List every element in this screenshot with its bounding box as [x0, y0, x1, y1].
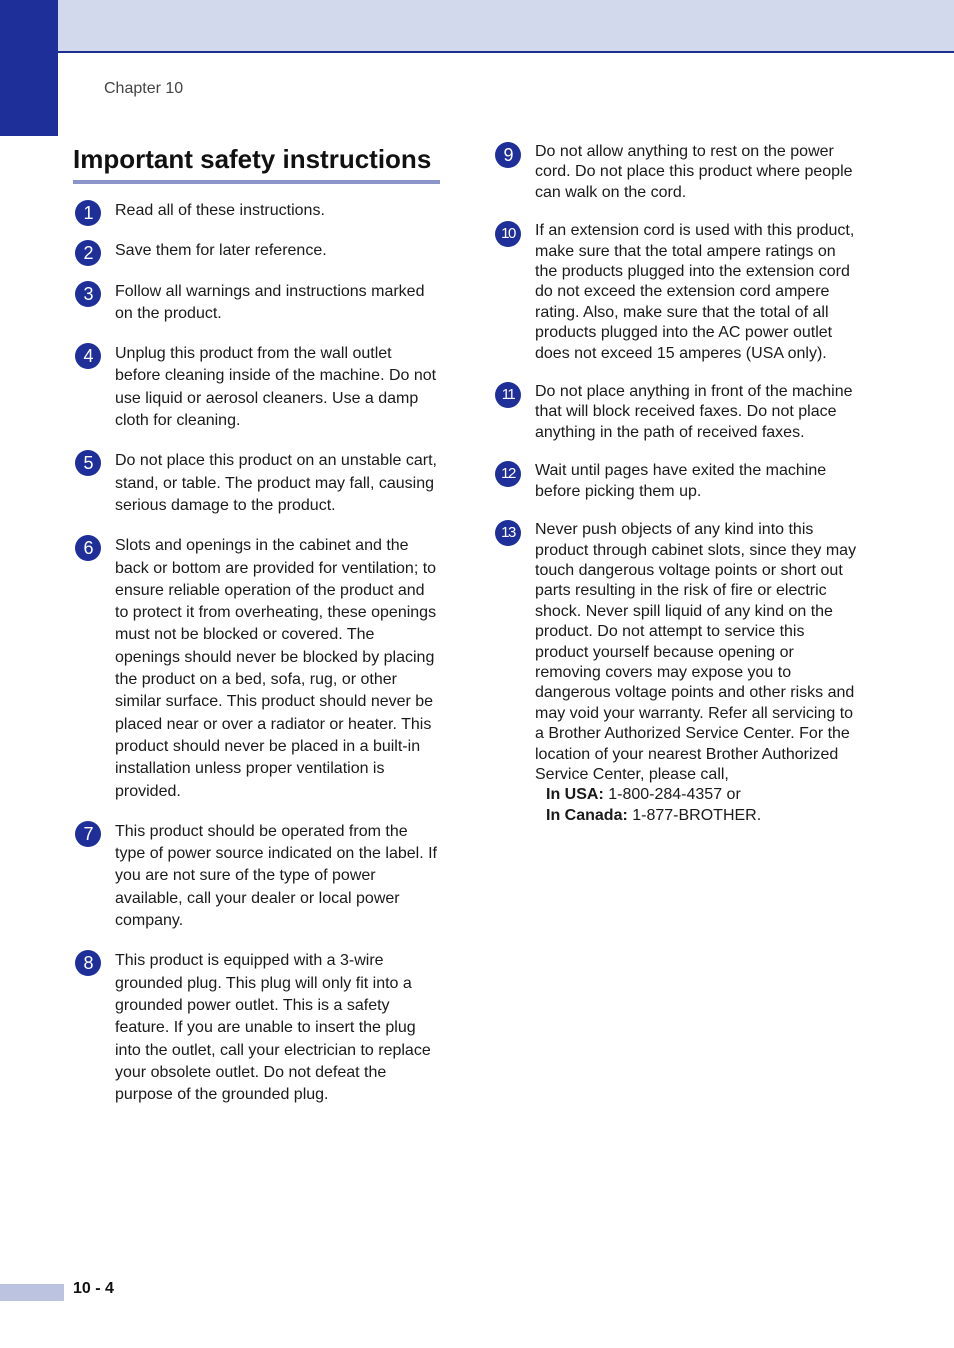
list-item — [493, 382, 859, 443]
right-column — [493, 142, 859, 826]
item-text: This product should be operated from the type of power source indicated on the label. If you are not sure of the type of power available, call your dealer or local power company. — [115, 822, 437, 930]
contact-usa — [535, 785, 859, 805]
item-text: This product is equipped with a 3-wire grounded plug. This plug will only fit into a grounded power outlet. This is a safety feature. If you are unable to insert the plug into the outlet, call your electrician to replace your obsolete outlet. Do not defeat the purpose of the grounded plug. — [115, 952, 431, 1104]
list-item — [493, 461, 859, 502]
item-number-badge: 1 — [75, 200, 101, 226]
item-number-badge: 8 — [75, 950, 101, 976]
list-item — [73, 200, 440, 222]
item-number-badge: 12 — [495, 461, 521, 487]
contact-canada — [535, 806, 859, 826]
list-item — [73, 240, 440, 262]
left-column — [73, 200, 440, 1106]
chapter-tab — [0, 0, 58, 136]
item-number-badge: 5 — [75, 450, 101, 476]
item-number-badge: 7 — [75, 821, 101, 847]
contact-usa-label: In USA: — [546, 786, 604, 804]
item-text: If an extension cord is used with this product, make sure that the total ampere ratings on the products plugged into the extension cord do not exceed the extension cord ampere rating. Also, make sure that the total of all products plugged into the AC power outlet does not exceed 15 amperes (USA only). — [535, 222, 855, 362]
item-text: Wait until pages have exited the machine before picking them up. — [535, 462, 827, 500]
title-underline — [73, 180, 440, 184]
list-item — [493, 520, 859, 826]
item-number-badge: 4 — [75, 343, 101, 369]
item-number-badge: 6 — [75, 535, 101, 561]
item-text: Do not place this product on an unstable cart, stand, or table. The product may fall, causing serious damage to the product. — [115, 452, 437, 514]
list-item — [73, 821, 440, 932]
item-text: Do not place anything in front of the machine that will block received faxes. Do not place anything in the path of received faxes. — [535, 383, 853, 441]
section-title: Important safety instructions — [73, 144, 432, 174]
footer-band — [0, 1284, 64, 1301]
list-item — [73, 950, 440, 1106]
item-text: Save them for later reference. — [115, 242, 327, 260]
list-item — [73, 343, 440, 432]
list-item — [73, 535, 440, 803]
item-number-badge: 13 — [495, 520, 521, 546]
list-item — [493, 142, 859, 203]
contact-usa-number: 1-800-284-4357 or — [603, 786, 741, 804]
item-number-badge: 10 — [495, 221, 521, 247]
item-text: Follow all warnings and instructions marked on the product. — [115, 282, 425, 322]
page-number: 10 - 4 — [73, 1280, 114, 1297]
contact-canada-number: 1-877-BROTHER. — [627, 806, 762, 824]
item-number-badge: 3 — [75, 281, 101, 307]
item-text: Read all of these instructions. — [115, 202, 325, 219]
item-number-badge: 9 — [495, 142, 521, 168]
item-text: Never push objects of any kind into this product through cabinet slots, since they may touch dangerous voltage points or short out parts resulting in the risk of fire or electric shock. Never spill liquid of any kind on the product. Do not attempt to service this product yourself because opening or removing covers may expose you to dangerous voltage points and other risks and may void your warranty. Refer all servicing to a Brother Authorized Service Center. For the location of your nearest Brother Authorized Service Center, please call, — [535, 521, 857, 783]
item-number-badge: 2 — [75, 240, 101, 266]
item-text: Slots and openings in the cabinet and the back or bottom are provided for ventilation; to ensure reliable operation of the product and to protect it from overheating, these openings must not be blocked or covered. The openings should never be blocked by placing the product on a bed, sofa, rug, or other similar surface. This product should never be placed near or over a radiator or heater. This product should never be placed in a built-in installation unless proper ventilation is provided. — [115, 537, 437, 800]
list-item — [73, 450, 440, 517]
list-item — [73, 281, 440, 326]
list-item — [493, 221, 859, 364]
item-number-badge: 11 — [495, 382, 521, 408]
header-band — [58, 0, 954, 53]
contact-canada-label: In Canada: — [546, 806, 628, 824]
item-text: Unplug this product from the wall outlet before cleaning inside of the machine. Do not use liquid or aerosol cleaners. Use a damp cloth for cleaning. — [115, 345, 437, 430]
chapter-label: Chapter 10 — [104, 80, 184, 97]
item-text: Do not allow anything to rest on the power cord. Do not place this product where people can walk on the cord. — [535, 143, 853, 201]
